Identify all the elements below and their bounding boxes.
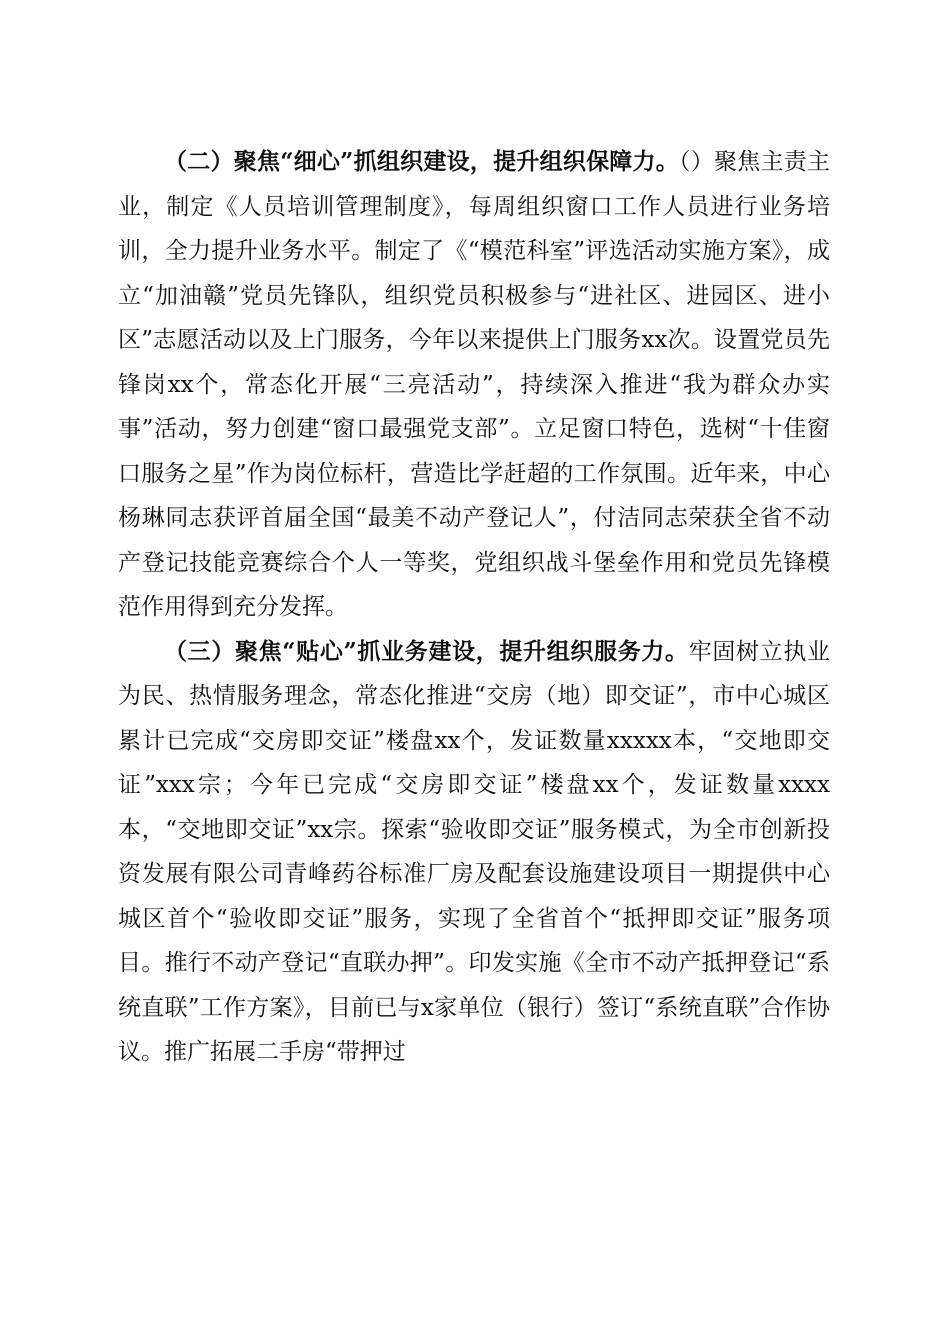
paragraph-text: 牢固树立执业为民、热情服务理念，常态化推进“交房（地）即交证”，市中心城区累计已完成“交房即交证”楼盘xx个，发证数量xxxxx本，“交地即交证”xxx宗；今年已完成“交房即交证”楼盘xx个，发证数量xxxx本，“交地即交证”xx宗。探索“验收即交证”服务模式，为全市创新投资发展有限公司青峰药谷标准厂房及配套设施建设项目一期提供中心城区首个“验收即交证”服务，实现了全省首个“抵押即交证”服务项目。推行不动产登记“直联办押”。印发实施《全市不动产抵押登记“系统直联”工作方案》，目前已与x家单位（银行）签订“系统直联”合作协议。推广拓展二手房“带押过 bbox=[118, 638, 830, 1065]
paragraph-business-building bbox=[118, 630, 830, 1075]
document-body bbox=[118, 140, 830, 1075]
paragraph-organization-building bbox=[118, 140, 830, 630]
paragraph-heading: （二）聚焦“细心”抓组织建设，提升组织保障力。 bbox=[164, 148, 680, 175]
paragraph-heading: （三）聚焦“贴心”抓业务建设，提升组织服务力。 bbox=[164, 637, 689, 665]
paragraph-text: （）聚焦主责主业，制定《人员培训管理制度》，每周组织窗口工作人员进行业务培训，全力提升业务水平。制定了《“模范科室”评选活动实施方案》，成立“加油赣”党员先锋队，组织党员积极参与“进社区、进园区、进小区”志愿活动以及上门服务，今年以来提供上门服务xx次。设置党员先锋岗xx个，常态化开展“三亮活动”，持续深入推进“我为群众办实事”活动，努力创建“窗口最强党支部”。立足窗口特色，选树“十佳窗口服务之星”作为岗位标杆，营造比学赶超的工作氛围。近年来，中心杨琳同志获评首届全国“最美不动产登记人”，付洁同志荣获全省不动产登记技能竞赛综合个人一等奖，党组织战斗堡垒作用和党员先锋模范作用得到充分发挥。 bbox=[118, 149, 831, 620]
